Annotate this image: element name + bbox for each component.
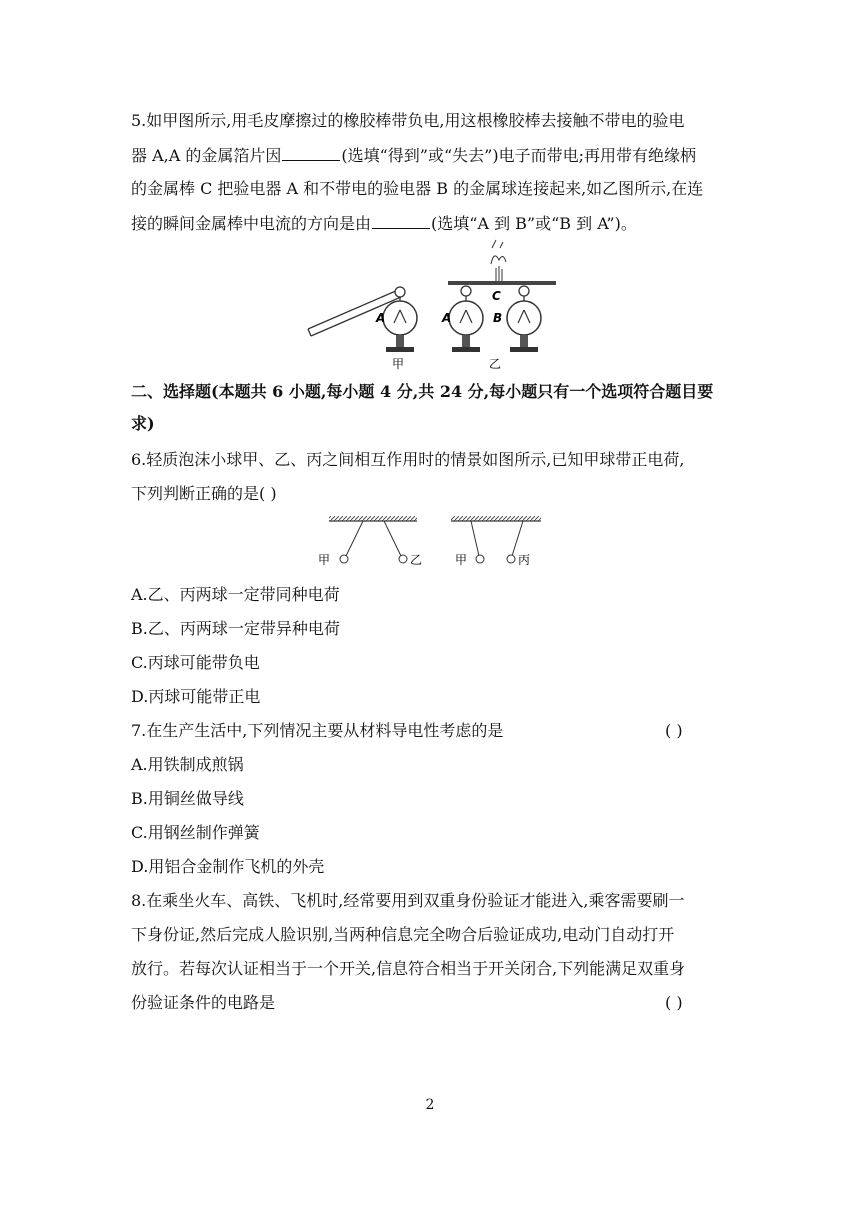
fig6-right-ball2-label: 丙 [518, 553, 531, 567]
q5-line-3: 的金属棒 C 把验电器 A 和不带电的验电器 B 的金属球连接起来,如乙图所示,在连 [131, 179, 704, 198]
ceiling-left [329, 516, 417, 563]
q5-blank-2[interactable] [372, 212, 430, 229]
q6-option-a[interactable]: A.乙、丙两球一定带同种电荷 [131, 585, 340, 604]
q5-line-4b: (选填“A 到 B”或“B 到 A”)。 [431, 214, 637, 233]
fig6-right-ball1-label: 甲 [455, 553, 468, 567]
q5-blank-1[interactable] [282, 144, 340, 161]
q5-line-2a: 器 A,A 的金属箔片因 [131, 146, 282, 165]
q7-option-b[interactable]: B.用铜丝做导线 [131, 789, 244, 808]
q8-line-1: 8.在乘坐火车、高铁、飞机时,经常要用到双重身份验证才能进入,乘客需要刷一 [131, 891, 685, 910]
q8-line-4: 份验证条件的电路是 [131, 993, 276, 1012]
q7-answer-paren[interactable]: ( ) [665, 721, 683, 740]
fig6-left-ball2-label: 乙 [410, 553, 423, 567]
fig5-label-b: B [493, 311, 503, 325]
q5-electroscope-figure [300, 238, 560, 370]
q5-line-2b: (选填“得到”或“失去”)电子而带电;再用带有绝缘柄 [341, 146, 696, 165]
section2-line-1: 二、选择题(本题共 6 小题,每小题 4 分,共 24 分,每小题只有一个选项符合题目要 [131, 382, 714, 401]
q5-line-4 [131, 212, 637, 235]
fig5-label-c: C [492, 289, 501, 303]
q5-line-2 [131, 144, 696, 167]
electroscope-b [507, 286, 541, 352]
q8-answer-paren[interactable]: ( ) [665, 993, 683, 1012]
q6-line-1: 6.轻质泡沫小球甲、乙、丙之间相互作用时的情景如图所示,已知甲球带正电荷, [131, 450, 685, 469]
section2-line-2: 求) [131, 414, 155, 433]
q7-stem: 7.在生产生活中,下列情况主要从材料导电性考虑的是 [131, 721, 504, 740]
q7-option-a[interactable]: A.用铁制成煎锅 [131, 755, 244, 774]
fig5-label-a-right: A [442, 311, 452, 325]
fig6-left-ball1-label: 甲 [318, 553, 331, 567]
fig5-caption-yi: 乙 [489, 357, 502, 370]
q7-option-c[interactable]: C.用钢丝制作弹簧 [131, 823, 260, 842]
q8-line-2: 下身份证,然后完成人脸识别,当两种信息完全吻合后验证成功,电动门自动打开 [131, 925, 675, 944]
q6-line-2: 下列判断正确的是( ) [131, 484, 277, 503]
electroscope-a [449, 286, 483, 352]
q8-line-3: 放行。若每次认证相当于一个开关,信息符合相当于开关闭合,下列能满足双重身 [131, 959, 686, 978]
q5-line-1: 5.如甲图所示,用毛皮摩擦过的橡胶棒带负电,用这根橡胶棒去接触不带电的验电 [131, 111, 685, 130]
q5-line-4a: 接的瞬间金属棒中电流的方向是由 [131, 214, 372, 233]
q6-option-c[interactable]: C.丙球可能带负电 [131, 653, 260, 672]
fig5-label-a-left: A [376, 311, 386, 325]
page-number: 2 [425, 1097, 435, 1113]
q6-option-d[interactable]: D.丙球可能带正电 [131, 687, 261, 706]
q6-balls-figure [315, 512, 545, 572]
q6-option-b[interactable]: B.乙、丙两球一定带异种电荷 [131, 619, 340, 638]
electroscope-jia [383, 287, 417, 352]
fig5-caption-jia: 甲 [392, 357, 405, 370]
q7-option-d[interactable]: D.用铝合金制作飞机的外壳 [131, 857, 325, 876]
metal-rod-c [448, 240, 556, 285]
